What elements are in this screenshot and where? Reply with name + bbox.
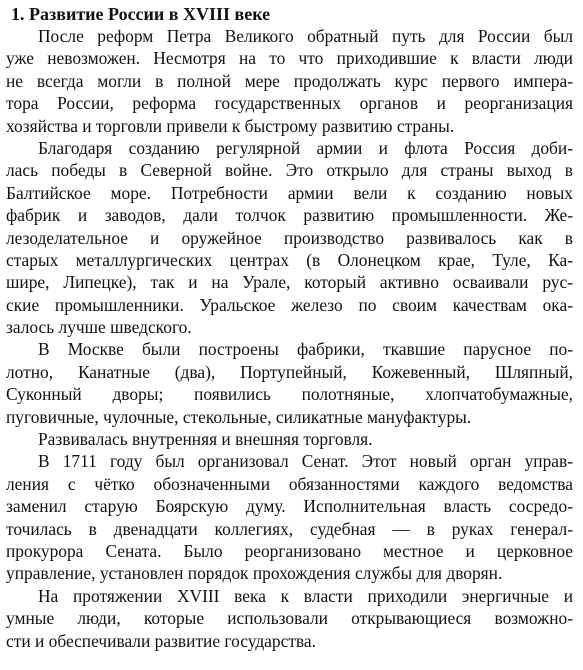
text-line: пуговичные, чулочные, стекольные, силикатные мануфактуры. (6, 406, 472, 427)
text-line: В Москве были построены фабрики, ткавшие парусное по- (38, 339, 573, 360)
text-line: тора России, реформа государственных органов и реорганизация (6, 93, 573, 114)
section-heading: 1. Развитие России в XVIII веке (11, 4, 271, 24)
text-line: После реформ Петра Великого обратный путь для России был (38, 26, 573, 46)
text-line: лотно, Канатные (два), Портупейный, Кожевенный, Шляпный, (6, 361, 573, 382)
text-line: Суконный дворы; появились полотняные, хлопчатобумажные, (6, 384, 573, 405)
paragraph (6, 450, 573, 584)
text-line: старых металлургических центрах (в Олонецком крае, Туле, Ка- (6, 249, 573, 270)
body-text (6, 25, 573, 652)
text-line: Развивалась внутренняя и внешняя торговля. (38, 429, 373, 450)
text-line: не всегда могли в полной мере продолжать курс первого импера- (6, 70, 573, 91)
text-line: сти и обеспечивали развитие государства. (6, 630, 316, 651)
text-line: залось лучше шведского. (6, 317, 192, 338)
text-line: На протяжении XVIII века к власти приходили энергичные и (38, 585, 573, 606)
paragraph (6, 338, 573, 428)
paragraph (6, 585, 573, 652)
text-line: фабрик и заводов, дали толчок развитию промышленности. Же- (6, 205, 573, 226)
text-line: уже невозможен. Несмотря на то что приходившие к власти люди (6, 48, 573, 69)
document-page (6, 0, 573, 652)
text-line: заменил старую Боярскую думу. Исполнительная власть сосредо- (6, 496, 573, 517)
text-line: прокурора Сената. Было реорганизовано местное и церковное (6, 540, 573, 561)
text-line: В 1711 году был организовал Сенат. Этот новый орган управ- (38, 451, 573, 472)
text-line: Благодаря созданию регулярной армии и флота Россия доби- (38, 137, 573, 158)
paragraph (6, 137, 573, 339)
text-line: ления с чётко обозначенными обязанностями каждого ведомства (6, 473, 573, 494)
text-line: Балтийское море. Потребности армии вели к созданию новых (6, 182, 573, 203)
text-line: лась победы в Северной войне. Это открыло для страны выход в (6, 160, 573, 181)
paragraph (6, 25, 573, 137)
text-line: хозяйства и торговли привели к быстрому развитию страны. (6, 115, 455, 136)
text-line: умные люди, которые использовали открывающиеся возможно- (6, 608, 573, 629)
text-line: лезоделательное и оружейное производство развивалось как в (6, 227, 573, 248)
text-line: ские промышленники. Уральское железо по своим качествам ока- (6, 294, 573, 315)
text-line: шире, Липецке), так и на Урале, который активно осваивали рус- (6, 272, 573, 293)
text-line: управление, установлен порядок прохождения службы для дворян. (6, 563, 503, 584)
text-line: точилась в двенадцати коллегиях, судебная — в руках генерал- (6, 518, 573, 539)
paragraph (6, 428, 573, 450)
